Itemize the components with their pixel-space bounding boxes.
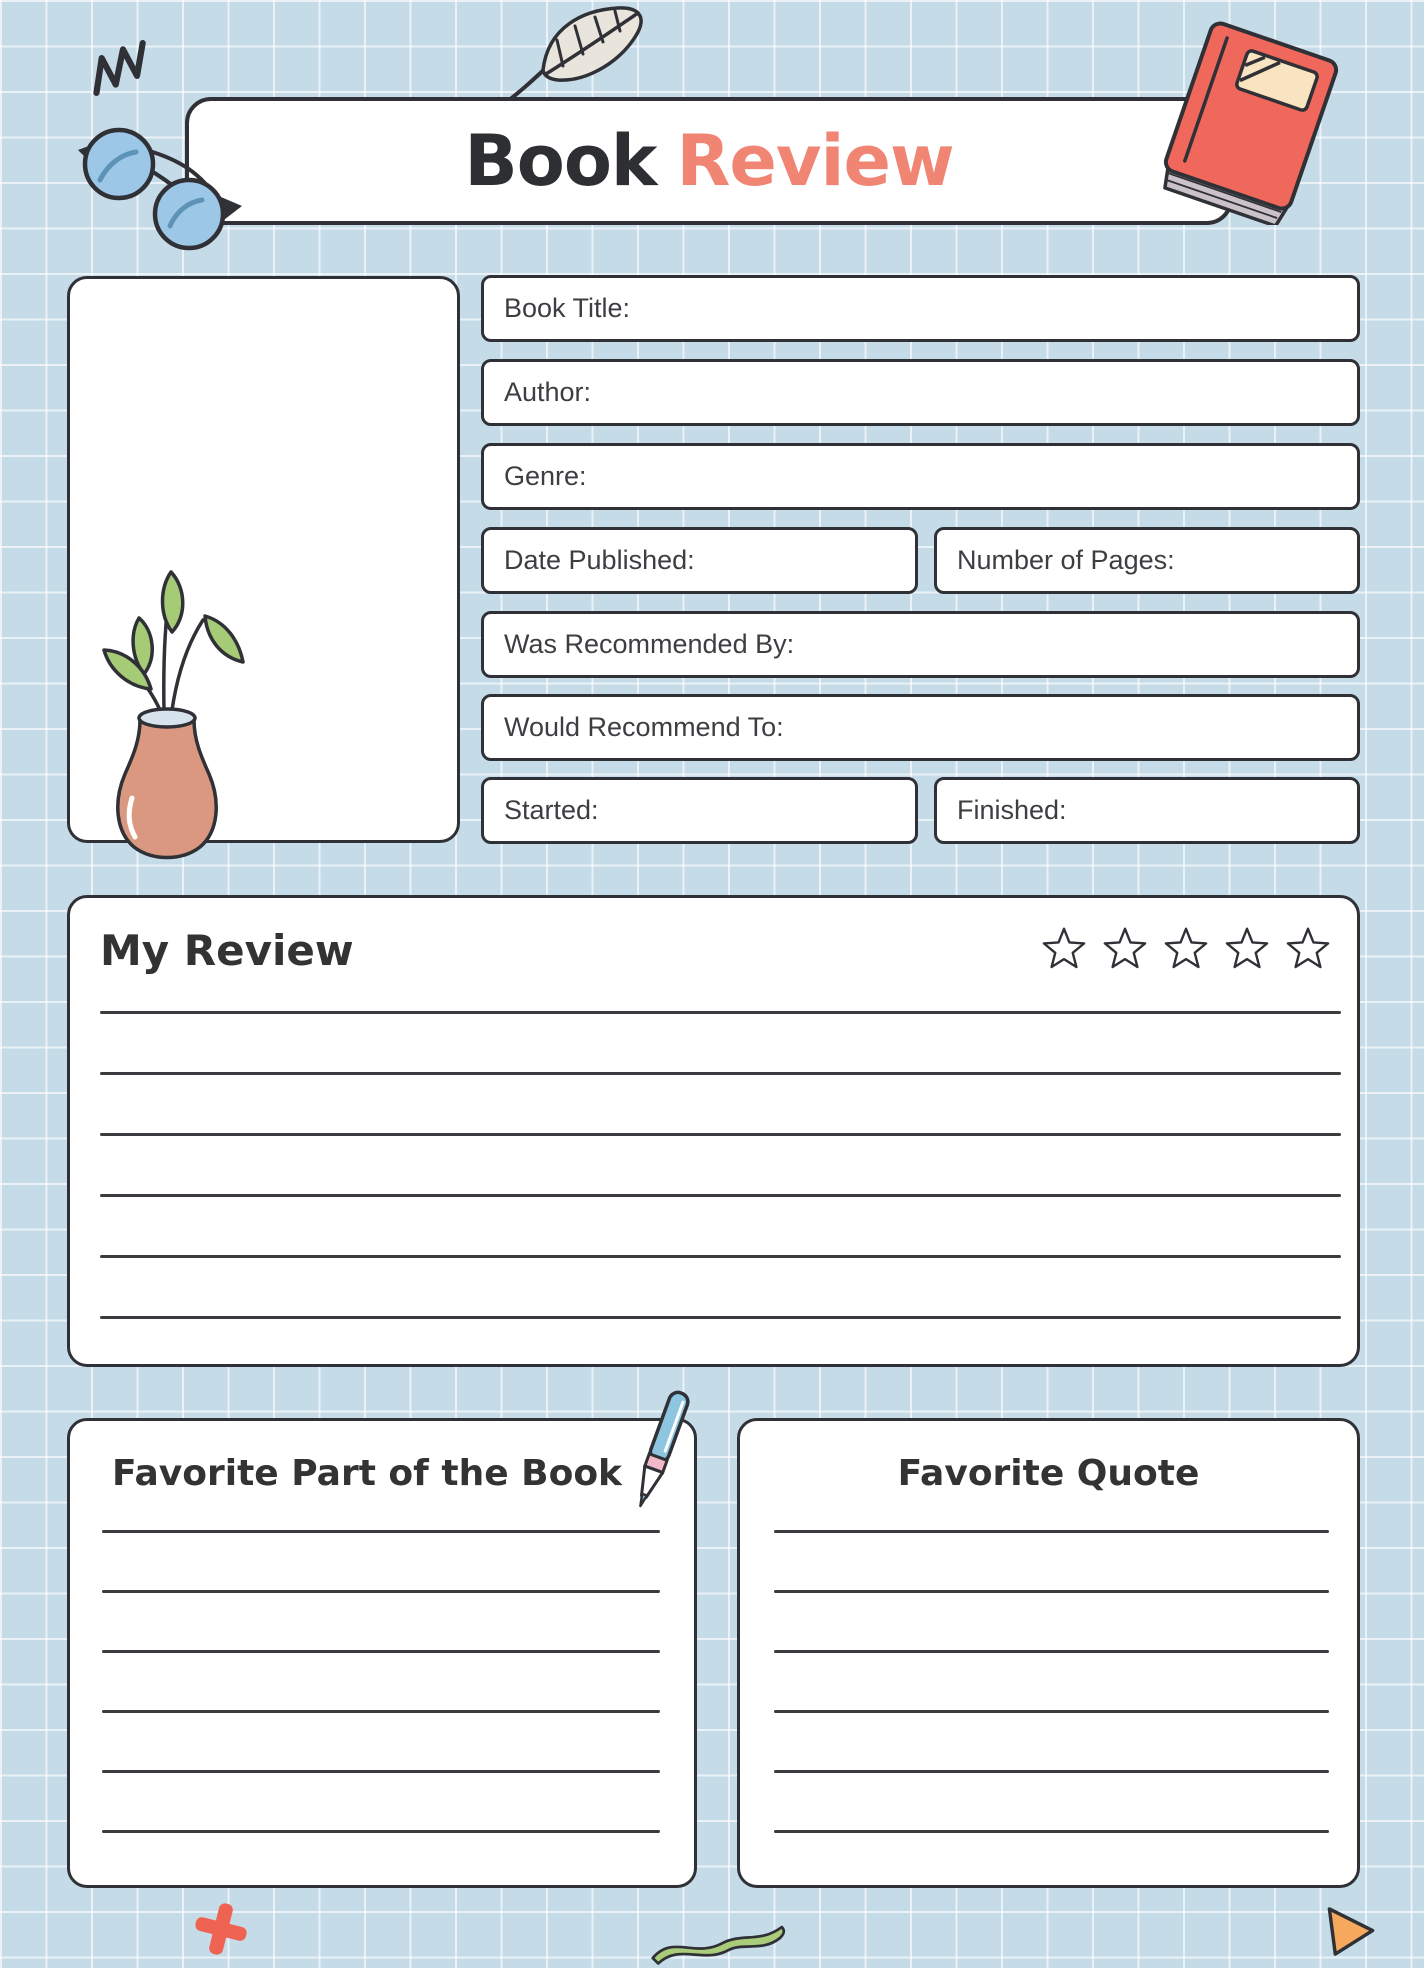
ruled-line — [102, 1650, 660, 1653]
ruled-line — [774, 1650, 1329, 1653]
reading-glasses-icon — [66, 102, 248, 264]
ruled-line — [774, 1710, 1329, 1713]
ruled-line — [100, 1316, 1341, 1319]
ruled-line — [100, 1194, 1341, 1197]
field-would-recommend-to[interactable] — [481, 694, 1360, 761]
orange-triangle-icon — [1320, 1905, 1382, 1959]
field-author[interactable] — [481, 359, 1360, 426]
field-label: Book Title: — [504, 293, 631, 323]
field-number-of-pages[interactable] — [934, 527, 1360, 594]
my-review-box[interactable] — [67, 895, 1360, 1367]
star-outline-icon[interactable] — [1285, 926, 1331, 977]
field-label: Number of Pages: — [957, 545, 1175, 575]
field-date-published[interactable] — [481, 527, 918, 594]
ruled-line — [100, 1011, 1341, 1014]
ruled-line — [100, 1133, 1341, 1136]
field-was-recommended-by[interactable] — [481, 611, 1360, 678]
star-outline-icon[interactable] — [1224, 926, 1270, 977]
page-title — [464, 120, 953, 202]
field-label: Genre: — [504, 461, 587, 491]
title-banner — [185, 97, 1233, 225]
ruled-line — [774, 1830, 1329, 1833]
my-review-heading: My Review — [100, 926, 354, 975]
ruled-line — [100, 1072, 1341, 1075]
pen-icon — [618, 1386, 706, 1516]
review-writing-lines[interactable] — [100, 1011, 1341, 1319]
favorite-part-box[interactable] — [67, 1418, 697, 1888]
ruled-line — [102, 1770, 660, 1773]
rating-stars[interactable] — [1041, 926, 1331, 977]
field-genre[interactable] — [481, 443, 1360, 510]
field-label: Would Recommend To: — [504, 712, 784, 742]
green-squiggle-icon — [645, 1918, 795, 1968]
field-label: Author: — [504, 377, 592, 407]
star-outline-icon[interactable] — [1163, 926, 1209, 977]
ruled-line — [102, 1590, 660, 1593]
zigzag-doodle-icon — [77, 27, 162, 112]
field-started[interactable] — [481, 777, 918, 844]
ruled-line — [774, 1530, 1329, 1533]
red-cross-doodle-icon — [192, 1898, 250, 1960]
page-title-accent: Review — [676, 120, 954, 202]
ruled-line — [102, 1530, 660, 1533]
field-finished[interactable] — [934, 777, 1360, 844]
favorite-part-writing-lines[interactable] — [102, 1530, 660, 1833]
favorite-part-heading: Favorite Part of the Book — [112, 1453, 622, 1494]
ruled-line — [102, 1830, 660, 1833]
favorite-quote-box[interactable] — [737, 1418, 1360, 1888]
field-label: Date Published: — [504, 545, 695, 575]
star-outline-icon[interactable] — [1041, 926, 1087, 977]
page-title-primary: Book — [464, 120, 657, 202]
ruled-line — [774, 1590, 1329, 1593]
ruled-line — [100, 1255, 1341, 1258]
ruled-line — [774, 1770, 1329, 1773]
field-label: Finished: — [957, 795, 1067, 825]
field-label: Started: — [504, 795, 599, 825]
red-book-icon — [1145, 20, 1355, 225]
field-label: Was Recommended By: — [504, 629, 795, 659]
plant-vase-icon — [76, 558, 256, 868]
favorite-quote-writing-lines[interactable] — [774, 1530, 1329, 1833]
ruled-line — [102, 1710, 660, 1713]
field-book-title[interactable] — [481, 275, 1360, 342]
favorite-quote-heading: Favorite Quote — [897, 1453, 1200, 1494]
star-outline-icon[interactable] — [1102, 926, 1148, 977]
